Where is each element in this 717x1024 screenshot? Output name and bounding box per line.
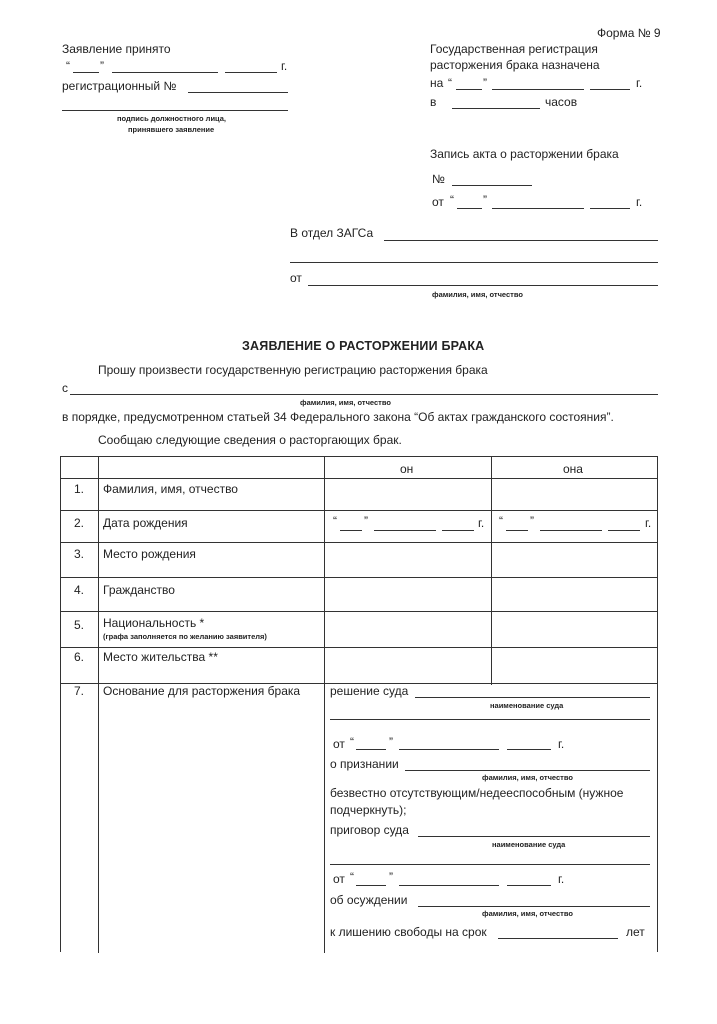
row-number: 4. xyxy=(74,583,85,597)
verdict-court-field[interactable] xyxy=(418,836,650,837)
gos-reg-label-2: расторжения брака назначена xyxy=(430,58,600,72)
years-label: лет xyxy=(626,925,645,939)
number-sign: № xyxy=(432,172,445,186)
row-label: Гражданство xyxy=(103,583,175,597)
quote-close: ” xyxy=(483,193,487,207)
applicant-from-label: от xyxy=(290,271,302,285)
row-label: Национальность * xyxy=(103,616,205,630)
applicant-fio-field[interactable] xyxy=(308,285,658,286)
row-number: 5. xyxy=(74,618,85,632)
row-label: Дата рождения xyxy=(103,516,188,530)
row-label: Фамилия, имя, отчество xyxy=(103,482,238,496)
with-label: с xyxy=(62,381,68,395)
absent-text-1: безвестно отсутствующим/недееспособным (нужное xyxy=(330,786,624,800)
year-suffix: г. xyxy=(558,872,565,886)
deprivation-label: к лишению свободы на срок xyxy=(330,925,487,939)
year-suffix: г. xyxy=(478,516,485,530)
conviction-label: об осуждении xyxy=(330,893,408,907)
quote-open: “ xyxy=(350,735,354,749)
column-she: она xyxy=(563,462,583,476)
on-label: на xyxy=(430,76,444,90)
to-zags-label: В отдел ЗАГСа xyxy=(290,226,374,240)
quote-open: “ xyxy=(450,193,454,207)
verdict-court-caption: наименование суда xyxy=(492,840,566,849)
reg-number-field[interactable] xyxy=(188,92,288,93)
official-signature-caption-1: подпись должностного лица, xyxy=(117,114,227,123)
row-number: 7. xyxy=(74,684,85,698)
year-suffix: г. xyxy=(558,737,565,751)
official-signature-line[interactable] xyxy=(62,110,288,111)
quote-open: “ xyxy=(66,59,70,73)
row-note: (графа заполняется по желанию заявителя) xyxy=(103,632,267,641)
spouse-fio-field[interactable] xyxy=(70,394,658,395)
column-he: он xyxy=(400,462,414,476)
verdict-court-line-2[interactable] xyxy=(330,864,650,865)
quote-close: ” xyxy=(483,76,487,90)
applicant-fio-caption: фамилия, имя, отчество xyxy=(432,290,523,299)
spouse-fio-caption: фамилия, имя, отчество xyxy=(300,398,391,407)
court-decision-label: решение суда xyxy=(330,684,409,698)
zags-field-line-2[interactable] xyxy=(290,262,658,263)
act-record-label: Запись акта о расторжении брака xyxy=(430,147,619,161)
verdict-label: приговор суда xyxy=(330,823,409,837)
year-suffix: г. xyxy=(636,76,643,90)
row-label: Основание для расторжения брака xyxy=(103,684,301,698)
quote-close: ” xyxy=(100,59,104,73)
quote-open: “ xyxy=(499,514,503,528)
from-label: от xyxy=(333,872,345,886)
request-text: Прошу произвести государственную регистрацию расторжения брака xyxy=(98,363,488,377)
row-number: 6. xyxy=(74,650,85,664)
court-name-line-2[interactable] xyxy=(330,719,650,720)
row-label: Место рождения xyxy=(103,547,196,561)
quote-close: ” xyxy=(389,735,393,749)
year-suffix: г. xyxy=(645,516,652,530)
inform-text: Сообщаю следующие сведения о расторгающих брак. xyxy=(98,433,402,447)
recognition-label: о признании xyxy=(330,757,399,771)
official-signature-caption-2: принявшего заявление xyxy=(128,125,215,134)
form-number: Форма № 9 xyxy=(597,26,661,40)
year-suffix: г. xyxy=(636,195,643,209)
gos-reg-label-1: Государственная регистрация xyxy=(430,42,598,56)
law-text: в порядке, предусмотренном статьей 34 Федерального закона “Об актах гражданского состояния”. xyxy=(62,410,614,424)
court-name-field[interactable] xyxy=(415,697,650,698)
quote-close: ” xyxy=(389,870,393,884)
conviction-fio-caption: фамилия, имя, отчество xyxy=(482,909,573,918)
row-number: 3. xyxy=(74,547,85,561)
row-number: 1. xyxy=(74,482,85,496)
row-label: Место жительства ** xyxy=(103,650,218,664)
at-label: в xyxy=(430,95,437,109)
year-suffix: г. xyxy=(281,59,288,73)
term-field[interactable] xyxy=(498,938,618,939)
row-number: 2. xyxy=(74,516,85,530)
recognition-fio-caption: фамилия, имя, отчество xyxy=(482,773,573,782)
from-label: от xyxy=(432,195,444,209)
quote-open: “ xyxy=(333,514,337,528)
court-name-caption: наименование суда xyxy=(490,701,564,710)
absent-text-2: подчеркнуть); xyxy=(330,803,407,817)
quote-close: ” xyxy=(530,514,534,528)
quote-open: “ xyxy=(350,870,354,884)
accepted-label: Заявление принято xyxy=(62,42,171,56)
hours-label: часов xyxy=(545,95,578,109)
from-label: от xyxy=(333,737,345,751)
conviction-fio-field[interactable] xyxy=(418,906,650,907)
reg-number-label: регистрационный № xyxy=(62,79,177,93)
document-title: ЗАЯВЛЕНИЕ О РАСТОРЖЕНИИ БРАКА xyxy=(242,339,485,353)
quote-open: “ xyxy=(448,76,452,90)
quote-close: ” xyxy=(364,514,368,528)
recognition-fio-field[interactable] xyxy=(405,770,650,771)
zags-field[interactable] xyxy=(384,240,658,241)
